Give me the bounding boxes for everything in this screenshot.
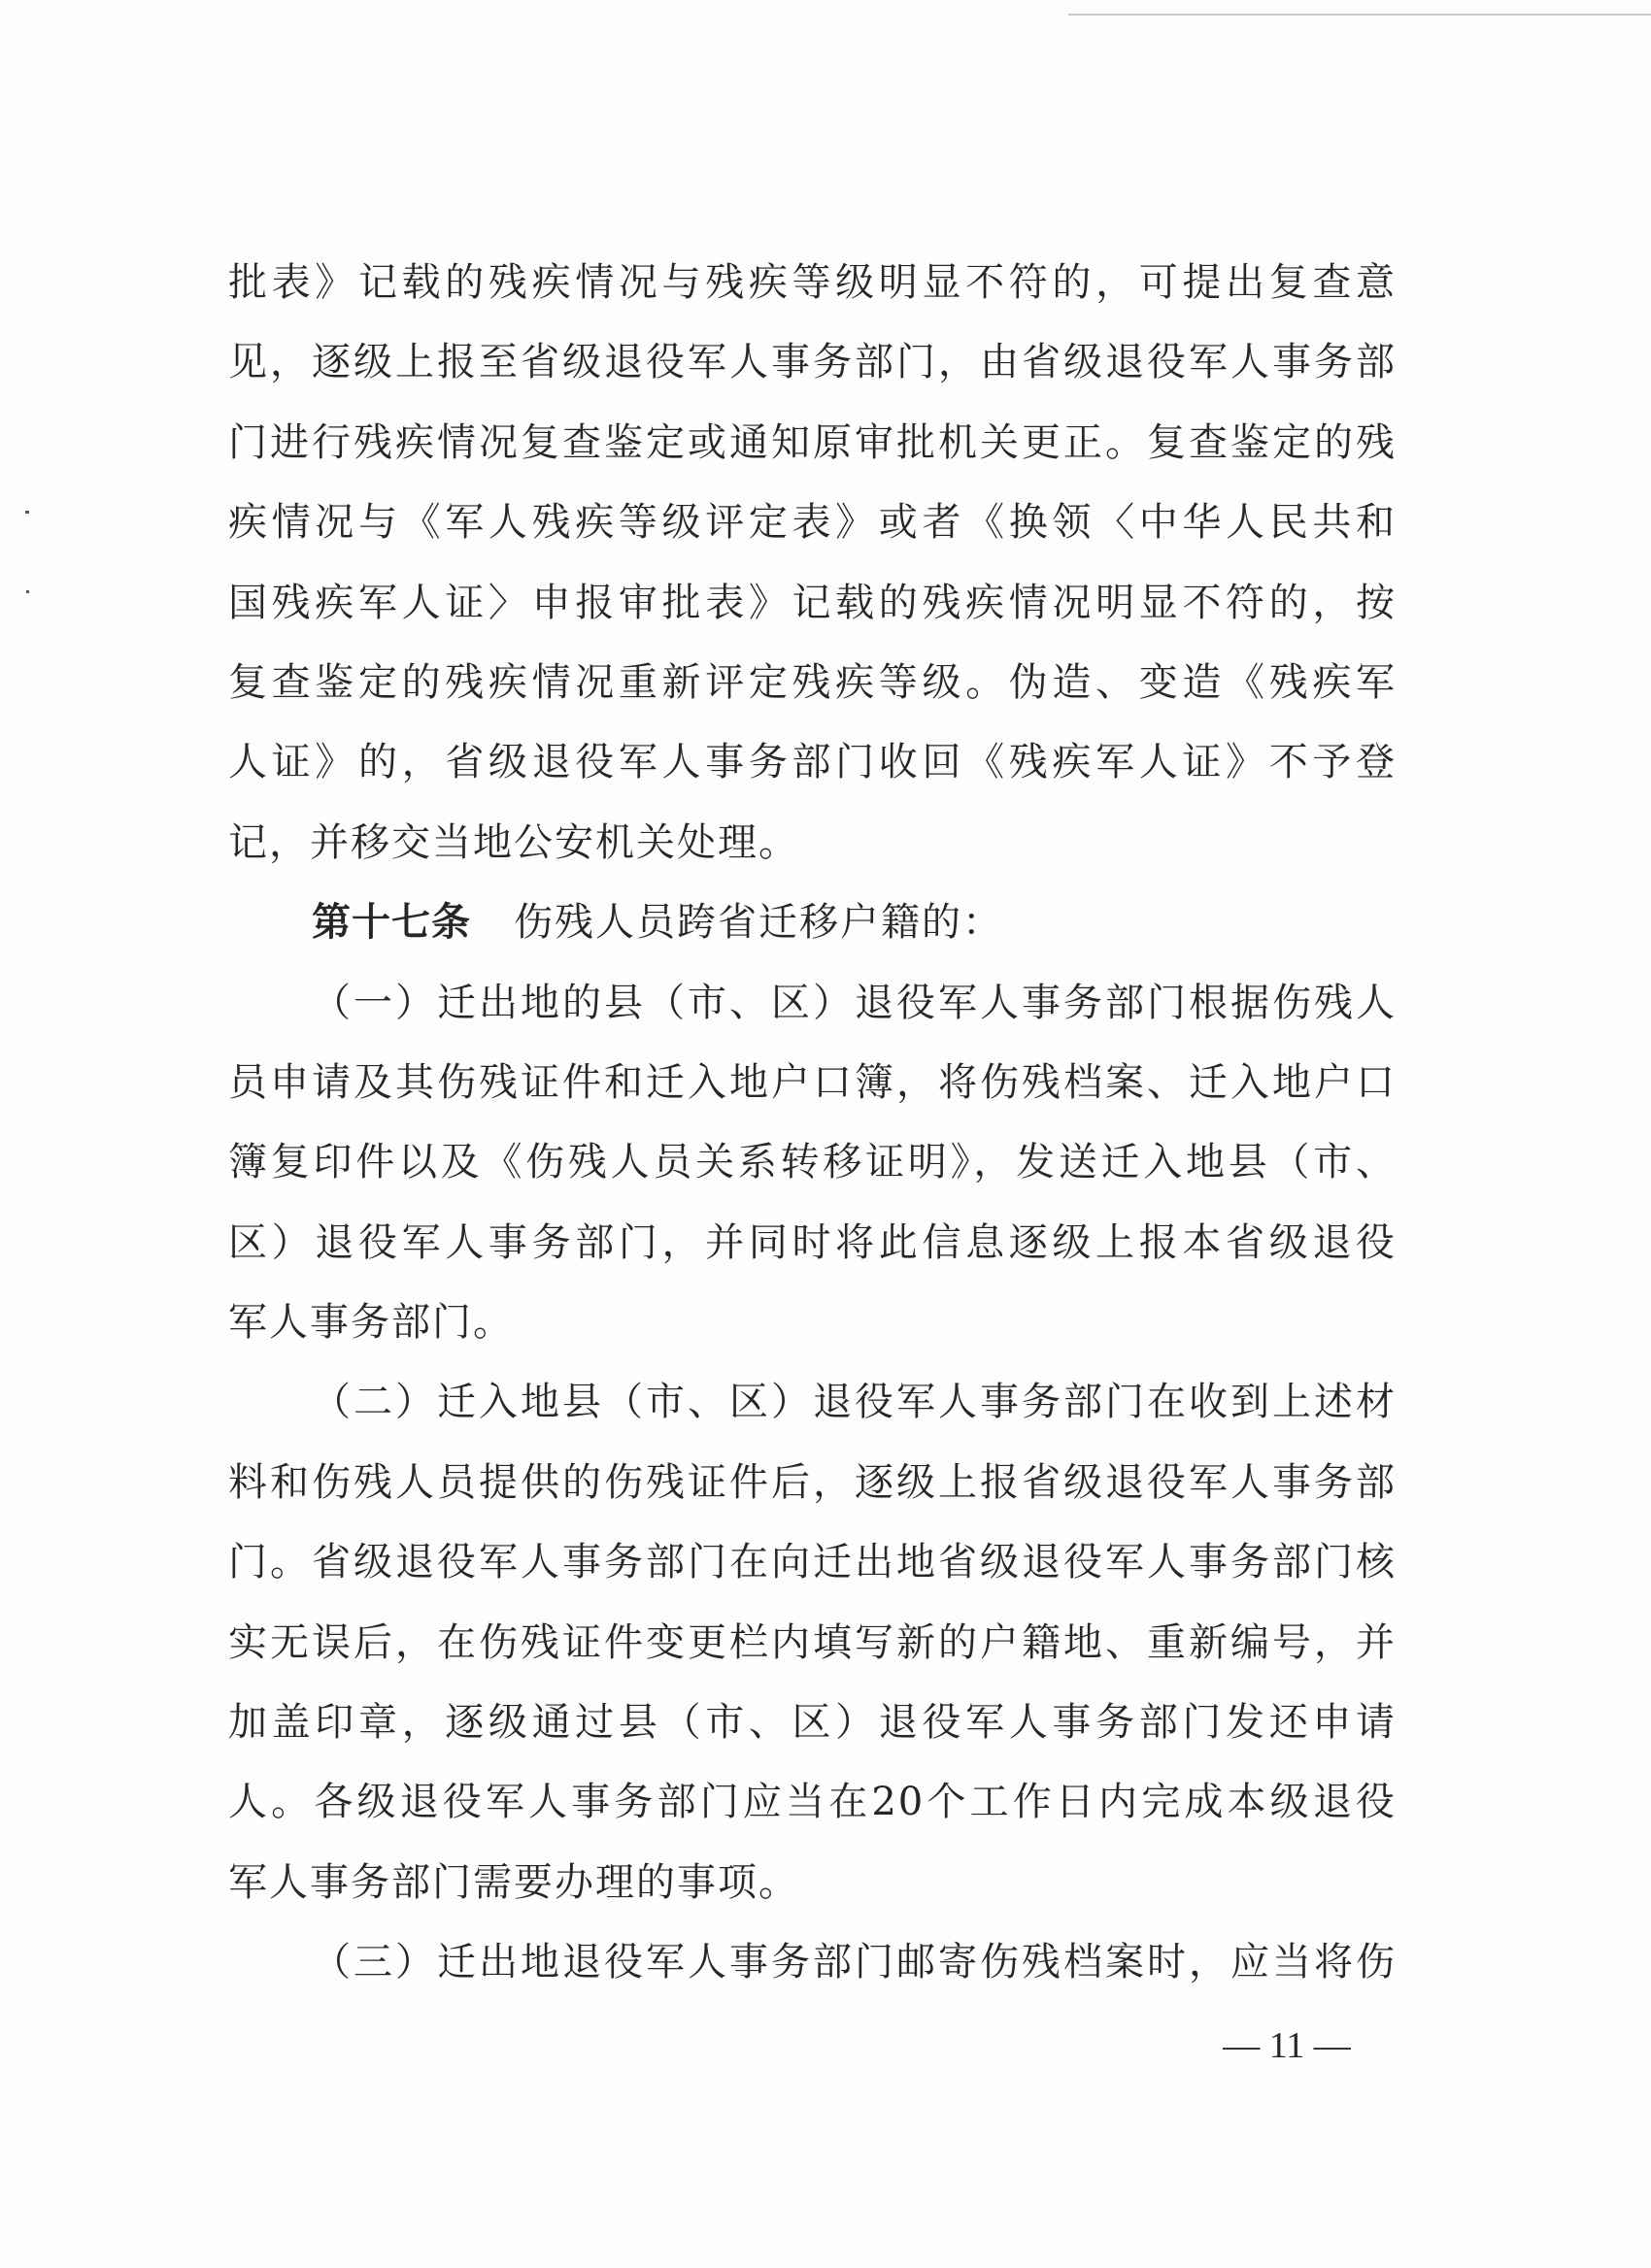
text-line: 门进行残疾情况复查鉴定或通知原审批机关更正。复查鉴定的残 <box>228 419 1397 465</box>
article-line <box>228 883 1397 962</box>
text-line: 国残疾军人证〉申报审批表》记载的残疾情况明显不符的，按 <box>228 580 1397 625</box>
text-line: 员申请及其伤残证件和迁入地户口簿，将伤残档案、迁入地户口 <box>228 1059 1397 1105</box>
text-line: 人。各级退役军人事务部门应当在20个工作日内完成本级退役 <box>228 1780 1397 1825</box>
text-line: 复查鉴定的残疾情况重新评定残疾等级。伪造、变造《残疾军 <box>228 659 1397 705</box>
text-line: 门。省级退役军人事务部门在向迁出地省级退役军人事务部门核 <box>228 1540 1397 1585</box>
scan-mark <box>26 590 29 593</box>
text-line: 人证》的，省级退役军人事务部门收回《残疾军人证》不予登 <box>228 740 1397 785</box>
text-line: 加盖印章，逐级通过县（市、区）退役军人事务部门发还申请 <box>228 1700 1397 1746</box>
page-number: — 11 — <box>1223 2025 1351 2066</box>
text-line: （一）迁出地的县（市、区）退役军人事务部门根据伤残人 <box>312 980 1397 1025</box>
text-line: 区）退役军人事务部门，并同时将此信息逐级上报本省级退役 <box>228 1219 1397 1265</box>
text-line: 见，逐级上报至省级退役军人事务部门，由省级退役军人事务部 <box>228 340 1397 385</box>
article-text: 伤残人员跨省迁移户籍的： <box>514 900 1003 946</box>
text-line: 批表》记载的残疾情况与残疾等级明显不符的，可提出复查意 <box>228 260 1397 305</box>
text-line: 实无误后，在伤残证件变更栏内填写新的户籍地、重新编号，并 <box>228 1619 1397 1665</box>
text-line: 记，并移交当地公安机关处理。 <box>228 819 799 865</box>
text-line: 料和伤残人员提供的伤残证件后，逐级上报省级退役军人事务部 <box>228 1459 1397 1505</box>
body-text <box>228 243 1397 2003</box>
text-line: 军人事务部门需要办理的事项。 <box>228 1859 799 1905</box>
text-line: 军人事务部门。 <box>228 1300 514 1346</box>
text-line: （三）迁出地退役军人事务部门邮寄伤残档案时，应当将伤 <box>312 1940 1397 1985</box>
text-line: （二）迁入地县（市、区）退役军人事务部门在收到上述材 <box>312 1380 1397 1425</box>
scan-mark <box>25 511 29 514</box>
top-rule <box>1068 14 1651 16</box>
text-line: 簿复印件以及《伤残人员关系转移证明》，发送迁入地县（市、 <box>228 1140 1397 1185</box>
text-line: 疾情况与《军人残疾等级评定表》或者《换领〈中华人民共和 <box>228 500 1397 546</box>
article-heading: 第十七条 <box>312 899 471 946</box>
